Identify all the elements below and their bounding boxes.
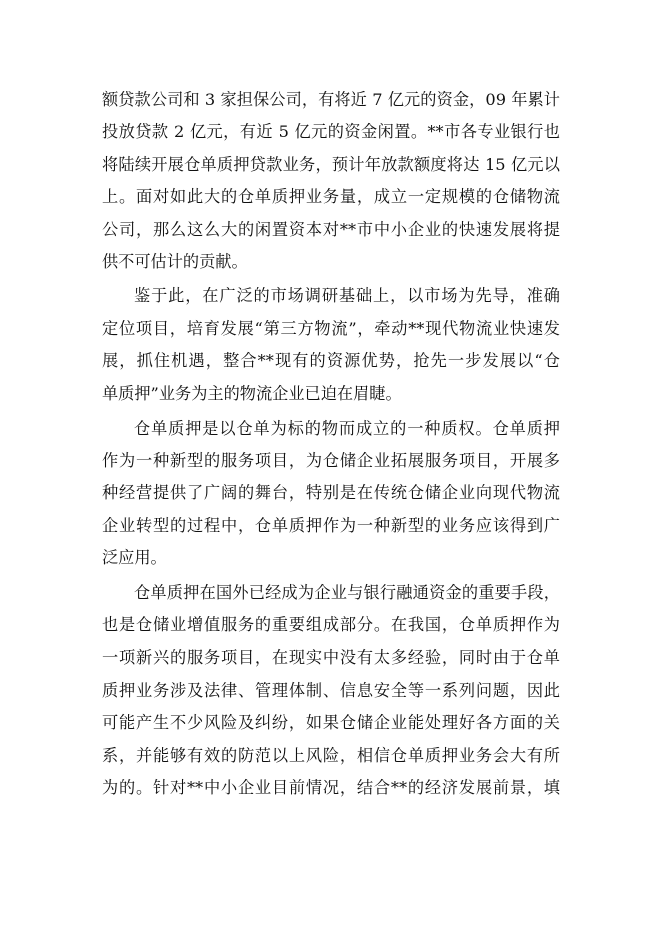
- text-line: 单质押”业务为主的物流企业已迫在眉睫。: [102, 384, 402, 403]
- text-line: 种经营提供了广阔的舞台，特别是在传统仓储企业向现代物流: [102, 483, 560, 502]
- text-line: 一项新兴的服务项目，在现实中没有太多经验，同时由于仓单: [102, 648, 560, 667]
- text-line: 质押业务涉及法律、管理体制、信息安全等一系列问题，因此: [102, 681, 560, 700]
- text-line: 投放贷款 2 亿元，有近 5 亿元的资金闲置。**市各专业银行也: [102, 122, 560, 141]
- text-line: 额贷款公司和 3 家担保公司，有将近 7 亿元的资金，09 年累计: [102, 90, 560, 109]
- text-line: 展，抓住机遇，整合**现有的资源优势，抢先一步发展以“仓: [102, 351, 560, 370]
- text-line: 可能产生不少风险及纠纷，如果仓储企业能处理好各方面的关: [102, 713, 560, 732]
- text-line: 鉴于此，在广泛的市场调研基础上，以市场为先导，准确: [134, 286, 560, 305]
- text-line: 仓单质押在国外已经成为企业与银行融通资金的重要手段，: [134, 583, 560, 602]
- text-line: 公司，那么这么大的闲置资本对**市中小企业的快速发展将提: [102, 220, 560, 239]
- text-line: 定位项目，培育发展“第三方物流”，牵动**现代物流业快速发: [102, 319, 560, 338]
- text-line: 供不可估计的贡献。: [102, 252, 248, 271]
- text-line: 泛应用。: [102, 548, 167, 567]
- text-line: 作为一种新型的服务项目，为仓储企业拓展服务项目，开展多: [102, 451, 560, 470]
- text-line: 仓单质押是以仓单为标的物而成立的一种质权。仓单质押: [134, 419, 560, 438]
- text-line: 系，并能够有效的防范以上风险，相信仓单质押业务会大有所: [102, 746, 560, 765]
- text-line: 为的。针对**中小企业目前情况，结合**的经济发展前景，填: [102, 778, 560, 797]
- text-line: 也是仓储业增值服务的重要组成部分。在我国，仓单质押作为: [102, 615, 560, 634]
- text-line: 上。面对如此大的仓单质押业务量，成立一定规模的仓储物流: [102, 187, 560, 206]
- text-line: 将陆续开展仓单质押贷款业务，预计年放款额度将达 15 亿元以: [102, 155, 560, 174]
- text-line: 企业转型的过程中，仓单质押作为一种新型的业务应该得到广: [102, 516, 560, 535]
